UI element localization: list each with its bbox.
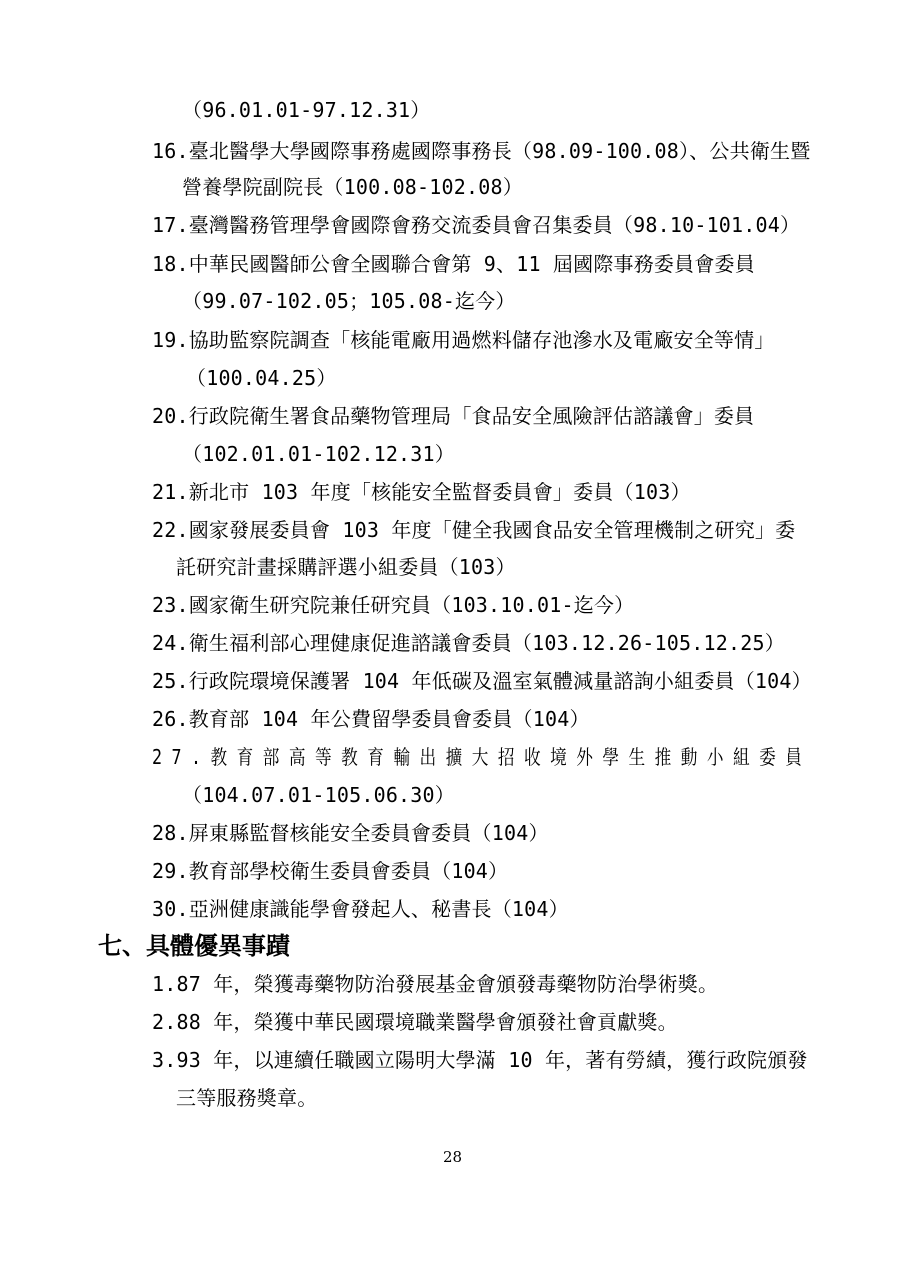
list-item: 22.國家發展委員會 103 年度「健全我國食品安全管理機制之研究」委 [152, 518, 796, 542]
list-item: 19.協助監察院調查「核能電廠用過燃料儲存池滲水及電廠安全等情」 [152, 328, 775, 352]
achievement-line: 三等服務獎章。 [176, 1086, 318, 1110]
list-line: （102.01.01-102.12.31） [182, 442, 455, 466]
list-line: 託研究計畫採購評選小組委員（103） [176, 555, 516, 579]
list-item: 30.亞洲健康識能學會發起人、秘書長（104） [152, 897, 569, 921]
list-item: 16.臺北醫學大學國際事務處國際事務長（98.09-100.08）、公共衛生暨 [152, 139, 811, 163]
achievement-item: 3.93 年，以連續任職國立陽明大學滿 10 年，著有勞績，獲行政院頒發 [152, 1048, 808, 1072]
list-line: （96.01.01-97.12.31） [182, 98, 431, 122]
section-heading: 七、具體優異事蹟 [98, 932, 290, 960]
list-item: 23.國家衛生研究院兼任研究員（103.10.01-迄今） [152, 593, 635, 617]
list-line: （99.07-102.05；105.08-迄今） [182, 289, 516, 313]
list-item: 26.教育部 104 年公費留學委員會委員（104） [152, 707, 590, 731]
list-line: 營養學院副院長（100.08-102.08） [182, 175, 523, 199]
list-item: 27.教育部高等教育輸出擴大招收境外學生推動小組委員 [152, 745, 812, 769]
list-item: 28.屏東縣監督核能安全委員會委員（104） [152, 821, 549, 845]
list-item: 29.教育部學校衛生委員會委員（104） [152, 859, 509, 883]
achievement-item: 1.87 年，榮獲毒藥物防治發展基金會頒發毒藥物防治學術獎。 [152, 972, 719, 996]
list-line: （104.07.01-105.06.30） [182, 783, 455, 807]
page-number: 28 [442, 1148, 463, 1166]
list-item: 18.中華民國醫師公會全國聯合會第 9、11 屆國際事務委員會委員 [152, 252, 755, 276]
list-item: 24.衛生福利部心理健康促進諮議會委員（103.12.26-105.12.25） [152, 631, 785, 655]
list-item: 25.行政院環境保護署 104 年低碳及溫室氣體減量諮詢小組委員（104） [152, 669, 812, 693]
achievement-item: 2.88 年，榮獲中華民國環境職業醫學會頒發社會貢獻獎。 [152, 1010, 678, 1034]
list-item: 20.行政院衛生署食品藥物管理局「食品安全風險評估諮議會」委員 [152, 404, 755, 428]
list-item: 21.新北市 103 年度「核能安全監督委員會」委員（103） [152, 480, 691, 504]
list-line: （100.04.25） [186, 366, 337, 390]
list-item: 17.臺灣醫務管理學會國際會務交流委員會召集委員（98.10-101.04） [152, 213, 801, 237]
